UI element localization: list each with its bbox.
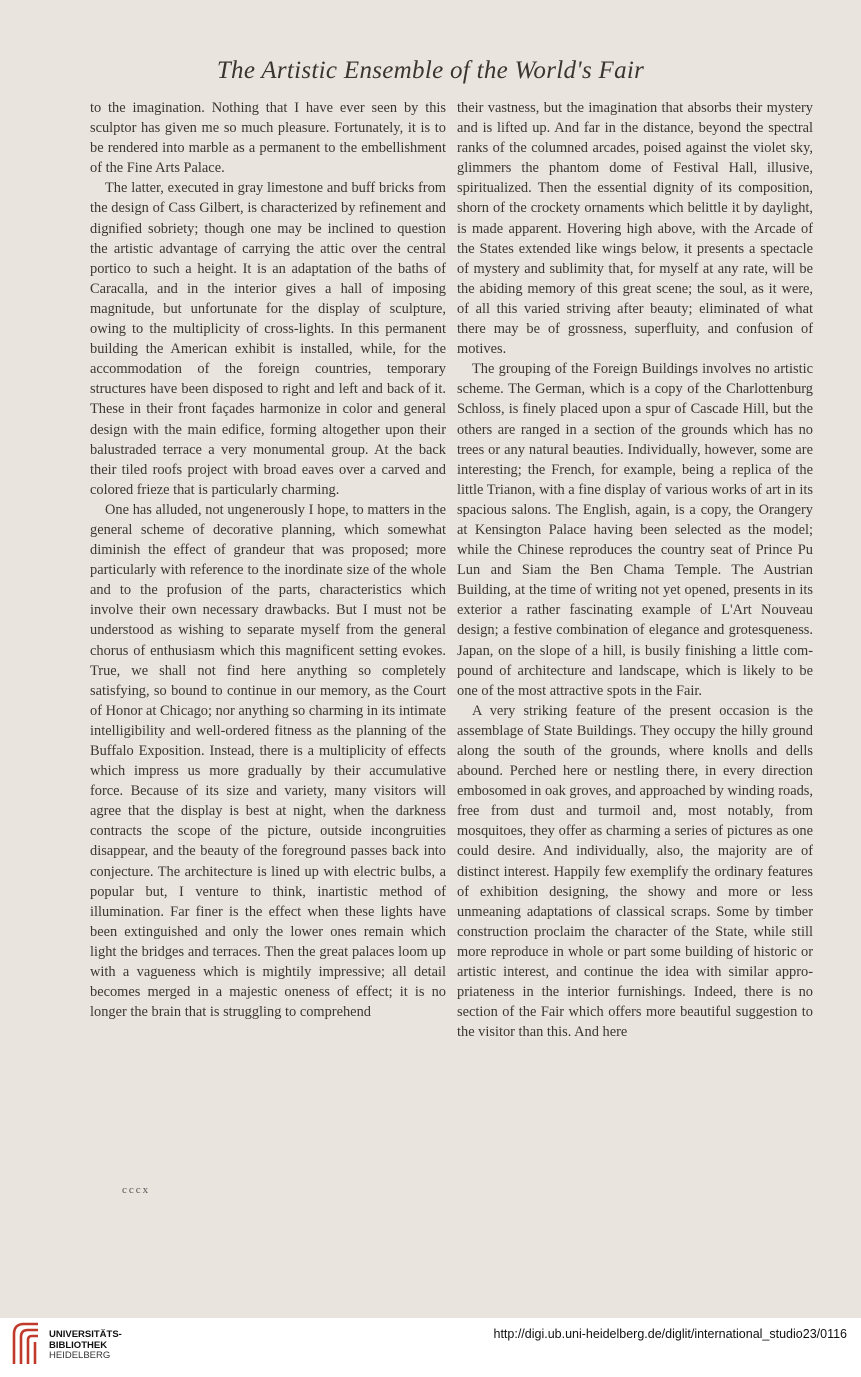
page-number: cccx xyxy=(122,1184,151,1196)
left-column xyxy=(90,98,446,1022)
heidelberg-library-logo-icon[interactable] xyxy=(8,1320,44,1366)
paragraph: One has alluded, not ungenerously I hope, to matters in the general scheme of decorative planning, which somewhat diminish the effect of grandeur that was proposed; more particularly with reference to the inordinate size of the whole and to the profusion of the parts, characteristics which involve their own necessary drawbacks. But I must not be understood as wishing to separate myself from the general chorus of enthusiasm which this magnificent setting evokes. True, we shall not find here anything so completely satisfying, so bound to continue in our memory, as the Court of Honor at Chicago; nor anything so charming in its intimate intelligibility and well-ordered fitness as the planning of the Buffalo Exposition. Instead, there is a multiplicity of effects which impress us more gradually by their accumulative force. Because of its size and variety, many visitors will agree that the display is best at night, when the darkness contracts the scope of the picture, outside incongruities disappear, and the beauty of the foreground passes back into conjecture. The architecture is lined up with electric bulbs, a popular but, I venture to think, inartistic method of illumination. Far finer is the effect when these lights have been extinguished and only the lower ones remain which light the bridges and terraces. Then the great palaces loom up with a vagueness which is mightily impressive; all detail becomes merged in a majestic oneness of effect; it is no longer the brain that is struggling to comprehend xyxy=(90,501,446,1021)
library-name xyxy=(49,1330,122,1362)
running-title: The Artistic Ensemble of the World's Fair xyxy=(216,57,645,84)
paragraph: A very striking feature of the present occasion is the assemblage of State Buildings. They occupy the hilly ground along the south of the grounds, where knolls and dells abound. Perched here or nestling there, in every direction embosomed in oak groves, and approached by winding roads, free from dust and turmoil and, most notably, from mosquitoes, they offer as charming a series of pictures as one could desire. And individually, also, the majority are of distinct interest. Happily few exemplify the ordinary features of exhibition designing, the showy and more or less unmeaning adaptations of classical scraps. Some by timber construction proclaim the character of the State, while still more reproduce in whole or part some building of historic or artistic interest, and continue the idea with similar appropriateness in the interior furnishings. Indeed, there is no section of the Fair which offers more beautiful suggestion to the visitor than this. And here xyxy=(457,702,813,1041)
library-name-line: HEIDELBERG xyxy=(49,1350,111,1361)
paragraph: to the imagination. Nothing that I have ever seen by this sculptor has given me so much pleasure. Fortunately, it is to be rendered into marble as a permanent to the embellishment of the Fine Arts Palace. xyxy=(90,100,446,177)
library-name-line: UNIVERSITÄTS- xyxy=(49,1329,122,1340)
right-column xyxy=(457,98,813,1042)
source-url-link[interactable]: http://digi.ub.uni-heidelberg.de/diglit/international_studio23/0116 xyxy=(493,1327,847,1341)
paragraph: their vastness, but the imagination that absorbs their mystery and is lifted up. And far in the distance, beyond the spectral ranks of the columned arcades, poised against the violet sky, glimmers the phantom dome of Festival Hall, illusive, spiritualized. Then the essential dignity of its composition, shorn of the crockety ornaments which belittle it by daylight, is made apparent. Hovering high above, with the Arcade of the States extended like wings below, it presents a spectacle of mystery and sublimity that, for myself at any rate, will be the abiding memory of this great scene; the soul, as it were, of all this varied striving after beauty; eliminated of what there may be of grossness, superfluity, and confusion of motives. xyxy=(457,100,813,358)
library-name-line: BIBLIOTHEK xyxy=(49,1339,108,1351)
paragraph: The grouping of the Foreign Buildings involves no artistic scheme. The German, which is a copy of the Charlottenburg Schloss, is finely placed upon a spur of Cascade Hill, but the others are ranged in a section of the grounds which has no trees or any natural beauties. Individually, however, some are interesting; the French, for example, being a replica of the little Trianon, with a fine display of various works of art in its spacious salons. The English, again, is a copy, the Orangery at Kensington Palace having been selected as the model; while the Chinese reproduces the country seat of Prince Pu Lun and Siam the Ben Chama Temple. The Austrian Building, at the time of writing not yet opened, presents in its exterior a rather fascinating example of L'Art Nouveau design; a festive combination of elegance and grotesqueness. Japan, on the slope of a hill, is busily finishing a little compound of architecture and landscape, which is likely to be one of the most attractive spots in the Fair. xyxy=(457,361,813,699)
paragraph: The latter, executed in gray limestone and buff bricks from the design of Cass Gilbert, is characterized by refinement and dignified sobriety; though one may be inclined to question the artistic advantage of carrying the attic over the central portico to such a height. It is an adaptation of the baths of Caracalla, and in the interior gives a hall of imposing magnitude, but unfortunate for the display of sculpture, owing to the multiplicity of cross-lights. In this permanent building the American exhibit is installed, while, for the accommodation of the foreign countries, temporary structures have been disposed to right and left and back of it. These in their front façades harmonize in color and general design with the main edifice, forming altogether upon their balustraded terrace a very monumental group. At the back their tiled roofs project with broad eaves over a carved and colored frieze that is particularly charming. xyxy=(90,180,446,498)
